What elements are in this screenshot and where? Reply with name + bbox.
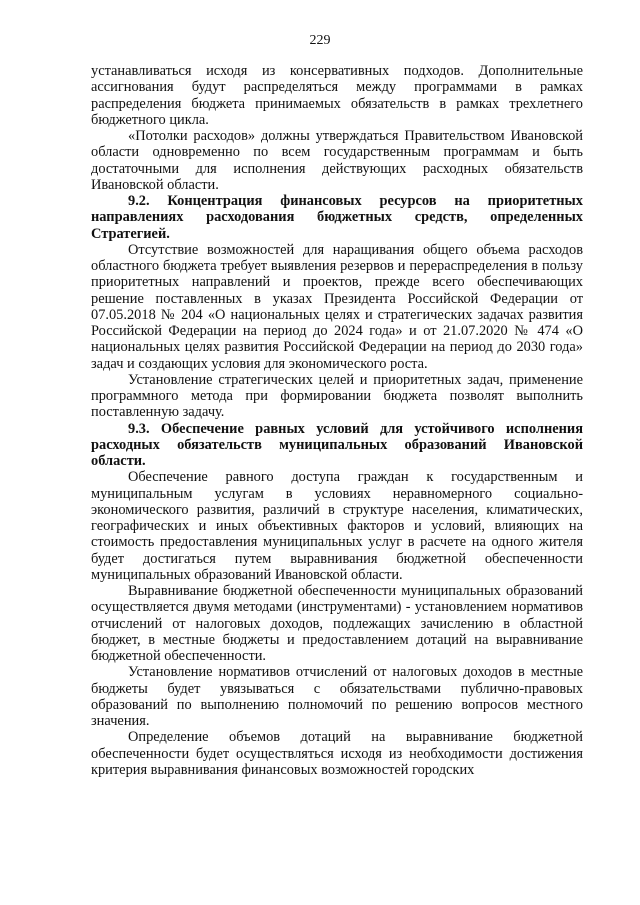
page-number: 229: [309, 33, 331, 48]
document-body: [91, 63, 583, 778]
section-heading-9-3: 9.3. Обеспечение равных условий для устойчивого исполнения расходных обязательств муниципальных образований Ивановской области.: [91, 420, 583, 469]
paragraph-reserves-redistribution: Отсутствие возможностей для наращивания общего объема расходов областного бюджета требует выявления резервов и перераспределения в пользу приоритетных направлений и проектов, прежде всего обеспечивающих решение поставленных в указах Президента Российской Федерации от 07.05.2018 № 204 «О национальных целях и стратегических задачах развития Российской Федерации на период до 2024 года» и от 21.07.2020 № 474 «О национальных целях развития Российской Федерации на период до 2030 года» задач и создающих условия для экономического роста.: [91, 241, 583, 372]
paragraph-budget-allocations: устанавливаться исходя из консервативных подходов. Дополнительные ассигнования будут распределяться между программами в рамках распределения бюджета принимаемых обязательств в рамках трехлетнего бюджетного цикла.: [91, 63, 583, 128]
paragraph-subsidy-volumes: Определение объемов дотаций на выравнивание бюджетной обеспеченности будет осуществляться исходя из необходимости достижения критерия выравнивания финансовых возможностей городских: [91, 729, 583, 778]
paragraph-strategic-goals: Установление стратегических целей и приоритетных задач, применение программного метода при формировании бюджета позволят выполнить поставленную задачу.: [91, 371, 583, 421]
paragraph-tax-deduction-norms: Установление нормативов отчислений от налоговых доходов в местные бюджеты будет увязываться с обязательствами публично-правовых образований по выполнению полномочий по решению вопросов местного значения.: [91, 664, 583, 729]
paragraph-spending-ceilings: «Потолки расходов» должны утверждаться Правительством Ивановской области одновременно по всем государственным программам и быть достаточными для исполнения действующих расходных обязательств Ивановской области.: [91, 128, 583, 193]
paragraph-equal-access: Обеспечение равного доступа граждан к государственным и муниципальным услугам в условиях неравномерного социально-экономического развития, различий в структуре населения, климатических, географических и иных объективных факторов и условий, влияющих на стоимость предоставления муниципальных услуг в расчете на одного жителя будет достигаться путем выравнивания бюджетной обеспеченности муниципальных образований Ивановской области.: [91, 469, 583, 583]
section-heading-9-2: 9.2. Концентрация финансовых ресурсов на приоритетных направлениях расходования бюджетных средств, определенных Стратегией.: [91, 193, 583, 242]
paragraph-equalization-methods: Выравнивание бюджетной обеспеченности муниципальных образований осуществляется двумя методами (инструментами) - установлением нормативов отчислений от налоговых доходов, подлежащих зачислению в областной бюджет, в местные бюджеты и предоставлением дотаций на выравнивание бюджетной обеспеченности.: [91, 583, 583, 664]
